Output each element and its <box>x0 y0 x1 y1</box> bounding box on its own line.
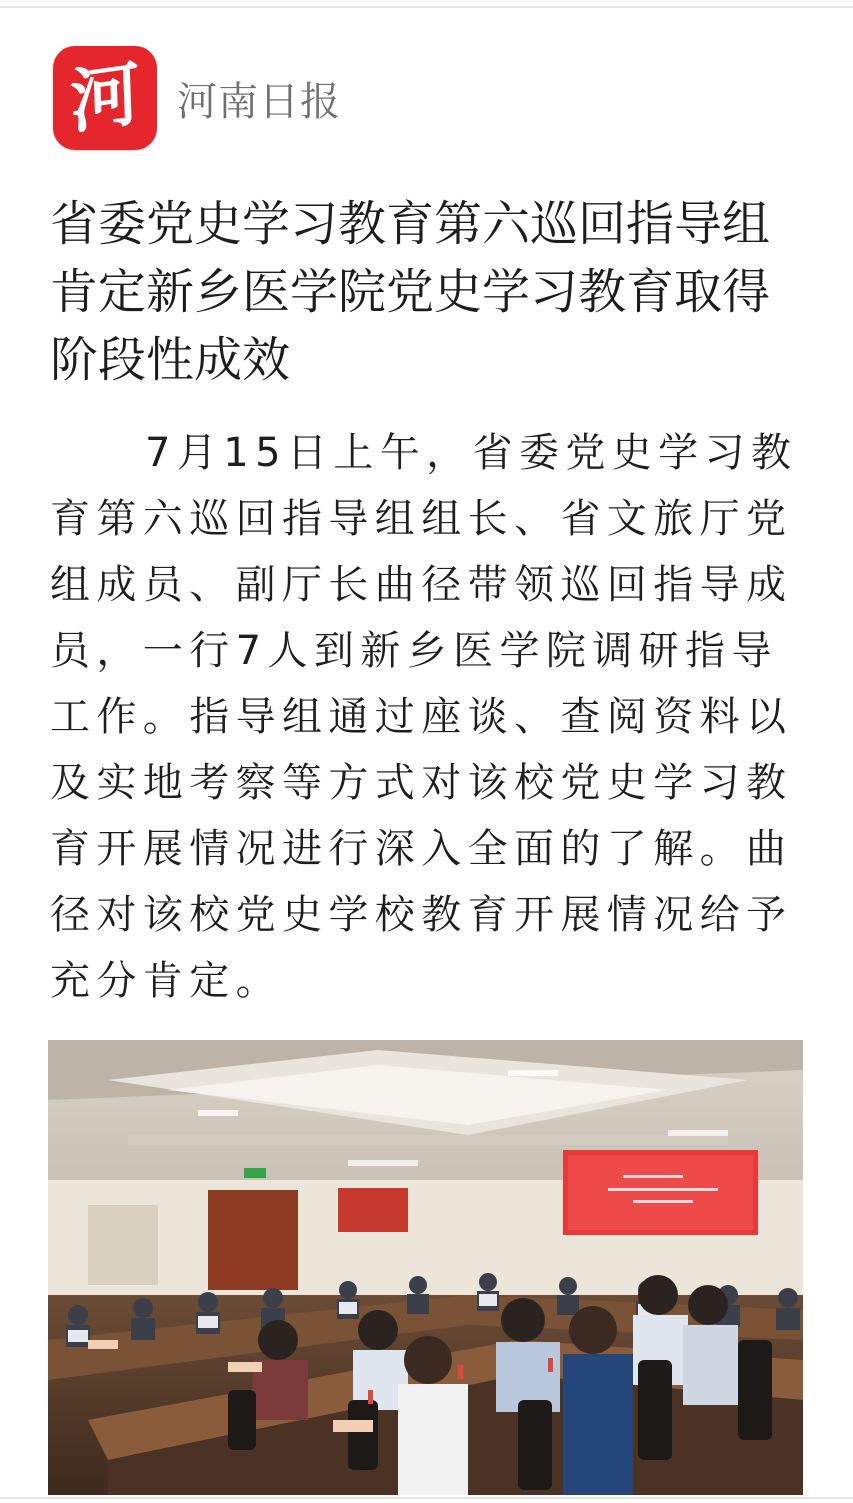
henan-daily-logo <box>53 46 157 150</box>
logo-char: 河 <box>68 50 142 145</box>
article-body: 7月15日上午，省委党史学习教育第六巡回指导组组长、省文旅厅党组成员、副厅长曲径带领巡回指导成员，一行7人到新乡医学院调研指导工作。指导组通过座谈、查阅资料以及实地考察等方式对该校党史学习教育开展情况进行深入全面的了解。曲径对该校党史学校教育开展情况给予充分肯定。 <box>50 430 798 1004</box>
article-title: 省委党史学习教育第六巡回指导组肯定新乡医学院党史学习教育取得阶段性成效 <box>50 196 771 388</box>
meeting-photo-illustration <box>48 1040 803 1495</box>
meeting-photo <box>48 1040 803 1495</box>
top-divider <box>0 6 853 8</box>
bottom-divider <box>0 1497 853 1499</box>
source-header <box>53 46 341 150</box>
source-name: 河南日报 <box>177 78 341 125</box>
